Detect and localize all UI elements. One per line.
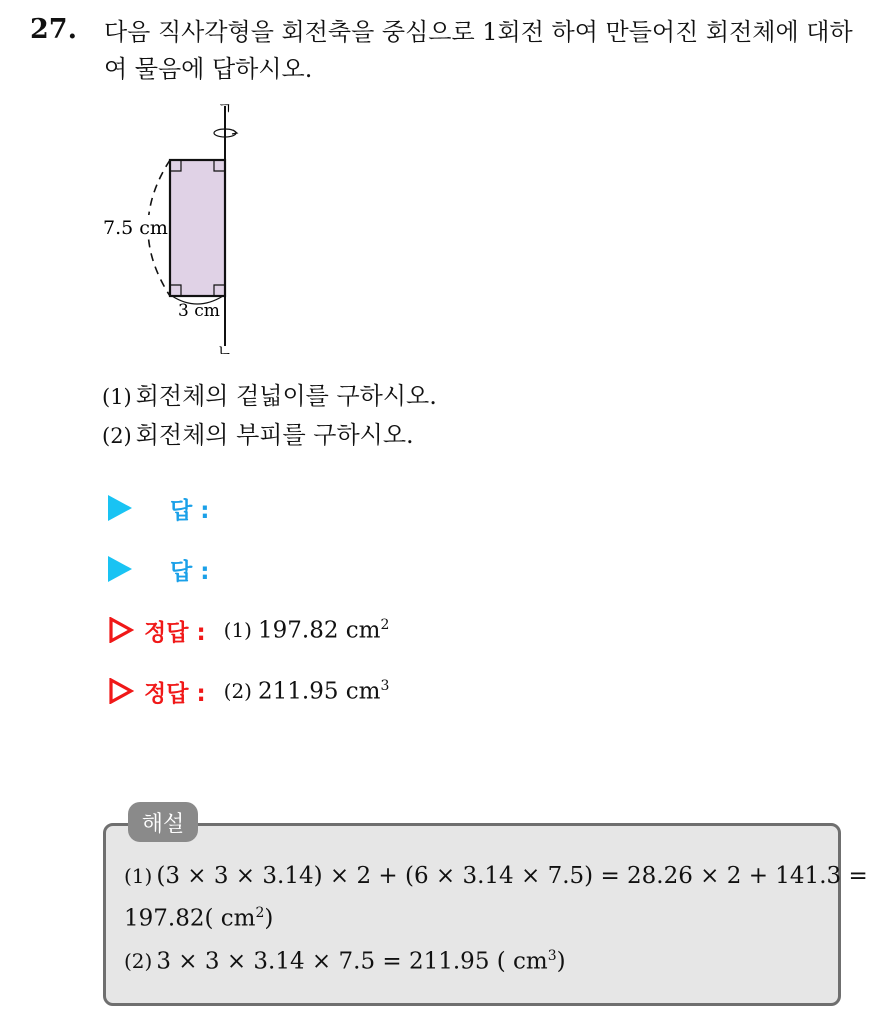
answer-label: 답 : <box>170 497 210 524</box>
question-number: 27. <box>30 14 77 45</box>
rectangle-shape <box>170 160 225 296</box>
open-triangle-icon <box>108 678 134 704</box>
explanation-tab: 해설 <box>128 802 198 842</box>
open-triangle-icon <box>108 617 134 643</box>
correct-value: (1) 197.82 $cm^2$ <box>223 616 390 644</box>
correct-label: 정답 : <box>144 680 206 707</box>
correct-label: 정답 : <box>144 619 206 646</box>
answer-triangle-icon <box>108 495 132 521</box>
correct-answer-1 <box>108 610 389 650</box>
correct-value: (2) 211.95 $cm^3$ <box>223 677 390 705</box>
correct-answer-2 <box>108 671 389 711</box>
question-text: 다음 직사각형을 회전축을 중심으로 1회전 하여 만들어진 회전체에 대하여 물음에 답하시오. <box>104 18 853 83</box>
explanation-line-3: (2) 3 × 3 × 3.14 × 7.5 = 211.95 ( $cm^3$) <box>124 947 566 975</box>
answer-row-2[interactable] <box>108 549 209 589</box>
axis-bottom-label: ㄴ <box>217 341 233 360</box>
explanation-text <box>124 858 868 980</box>
subquestion-2: (2) 회전체의 부피를 구하시오. <box>102 421 414 449</box>
axis-top-label: ㄱ <box>217 99 233 118</box>
subquestion-1: (1) 회전체의 겉넓이를 구하시오. <box>102 382 437 410</box>
width-label: 3 cm <box>178 301 220 321</box>
explanation-line-2: 197.82( $cm^2$) <box>124 905 274 932</box>
explanation-line-1: (1) (3 × 3 × 3.14) × 2 + (6 × 3.14 × 7.5) = 28.26 × 2 + 141.3 = <box>124 863 868 889</box>
height-label: 7.5 cm <box>103 217 168 239</box>
answer-label: 답 : <box>170 558 210 585</box>
answer-triangle-icon <box>108 556 132 582</box>
answer-row-1[interactable] <box>108 488 209 528</box>
rectangle-rotation-figure <box>96 98 256 360</box>
